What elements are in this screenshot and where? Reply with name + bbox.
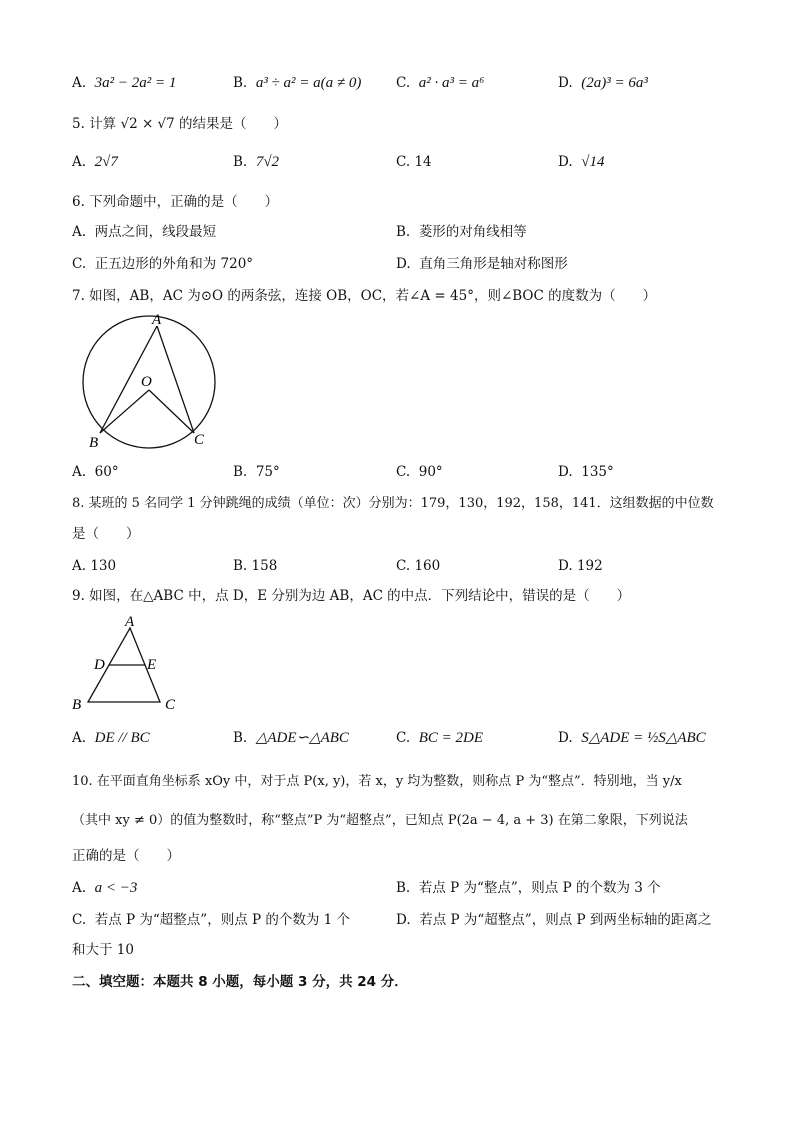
- option-letter: B.: [233, 464, 248, 480]
- option-letter: C.: [396, 75, 411, 91]
- option-text: 菱形的对角线相等: [418, 224, 527, 240]
- q5-stem: 5. 计算 √2 × √7 的结果是（ ）: [72, 116, 288, 132]
- q4-option-b: [233, 73, 361, 93]
- option-letter: A.: [72, 464, 87, 480]
- q8-option-b: [233, 556, 277, 576]
- radius-ob: [100, 390, 149, 433]
- label-e: E: [147, 657, 157, 673]
- q7-option-d: [558, 462, 614, 482]
- q7-option-c: [396, 462, 443, 482]
- option-text: 160: [414, 558, 441, 574]
- q6-option-d: [396, 254, 568, 274]
- label-o: O: [141, 374, 152, 390]
- option-text: 7√2: [255, 154, 280, 170]
- label-a: A: [125, 614, 135, 630]
- q6-option-b: [396, 222, 527, 242]
- label-a: A: [152, 312, 162, 328]
- q10-option-a: [72, 878, 137, 898]
- option-letter: C.: [396, 558, 411, 574]
- option-text: 若点 P 为“整点”，则点 P 的个数为 3 个: [418, 880, 661, 896]
- q7-circle-figure: [76, 310, 226, 452]
- option-letter: D.: [558, 464, 573, 480]
- q6-option-a: [72, 222, 216, 242]
- option-text: 2√7: [94, 154, 118, 170]
- option-letter: C.: [396, 464, 411, 480]
- q8-option-c: [396, 556, 440, 576]
- q4-option-c: [396, 73, 484, 93]
- option-text: 若点 P 为“超整点”，则点 P 到两坐标轴的距离之: [419, 912, 712, 928]
- option-letter: B.: [233, 75, 248, 91]
- q10-option-d-continuation: 和大于 10: [72, 942, 134, 958]
- q5-option-c: [396, 152, 432, 172]
- label-b: B: [72, 697, 82, 713]
- chord-ac: [157, 326, 194, 433]
- option-text: 192: [576, 558, 603, 574]
- option-letter: B.: [396, 224, 411, 240]
- q8-stem-line1: 8. 某班的 5 名同学 1 分钟跳绳的成绩（单位：次）分别为：179，130，192，158，141．这组数据的中位数: [72, 496, 714, 511]
- q8-stem-line2: 是（ ）: [72, 526, 140, 542]
- option-text: 60°: [94, 464, 119, 480]
- option-text: 正五边形的外角和为 720°: [94, 256, 254, 272]
- q7-option-a: [72, 462, 119, 482]
- option-text: a² · a³ = a⁶: [418, 75, 485, 91]
- q4-option-a: [72, 73, 176, 93]
- option-text: 直角三角形是轴对称图形: [419, 256, 568, 272]
- label-b: B: [89, 435, 99, 451]
- q10-stem-line2: （其中 xy ≠ 0）的值为整数时，称“整点”P 为“超整点”，已知点 P(2a − 4, a + 3) 在第二象限，下列说法: [72, 813, 688, 828]
- option-text: DE // BC: [94, 730, 150, 746]
- option-text: 130: [90, 558, 117, 574]
- q9-triangle-figure: [68, 612, 188, 716]
- q10-option-b: [396, 878, 661, 898]
- option-letter: A.: [72, 880, 87, 896]
- option-text: BC = 2DE: [418, 730, 484, 746]
- option-letter: A.: [72, 75, 87, 91]
- q4-option-d: [558, 73, 648, 93]
- q9-stem: 9. 如图，在△ABC 中，点 D，E 分别为边 AB，AC 的中点．下列结论中，错误的是（ ）: [72, 588, 631, 604]
- q5-option-a: [72, 152, 118, 172]
- option-text: 90°: [418, 464, 443, 480]
- option-text: 两点之间，线段最短: [94, 224, 217, 240]
- q10-option-d: [396, 910, 711, 930]
- q8-option-d: [558, 556, 603, 576]
- option-text: 75°: [255, 464, 280, 480]
- option-letter: C.: [72, 912, 87, 928]
- q7-stem: 7. 如图，AB，AC 为⊙O 的两条弦，连接 OB，OC，若∠A = 45°，则∠BOC 的度数为（ ）: [72, 288, 657, 304]
- q9-option-d: [558, 728, 706, 748]
- label-c: C: [165, 697, 176, 713]
- option-text: 3a² − 2a² = 1: [94, 75, 177, 91]
- q9-option-c: [396, 728, 483, 748]
- option-text: S△ADE = ½S△ABC: [581, 730, 706, 746]
- option-letter: D.: [558, 558, 573, 574]
- option-letter: A.: [72, 558, 87, 574]
- q10-stem-line3: 正确的是（ ）: [72, 848, 180, 864]
- q10-stem-line1: 10. 在平面直角坐标系 xOy 中，对于点 P(x, y)，若 x，y 均为整数，则称点 P 为“整点”．特别地，当 y/x: [72, 774, 682, 789]
- q9-option-b: [233, 728, 349, 748]
- option-letter: B.: [233, 154, 248, 170]
- q7-option-b: [233, 462, 280, 482]
- option-letter: A.: [72, 730, 87, 746]
- option-letter: C.: [396, 730, 411, 746]
- option-letter: A.: [72, 224, 87, 240]
- q5-option-d: [558, 152, 604, 172]
- option-letter: B.: [233, 730, 248, 746]
- option-text: 若点 P 为“超整点”，则点 P 的个数为 1 个: [94, 912, 351, 928]
- label-d: D: [94, 657, 105, 673]
- option-letter: D.: [558, 75, 573, 91]
- option-letter: D.: [396, 256, 411, 272]
- option-letter: B.: [233, 558, 248, 574]
- q8-option-a: [72, 556, 116, 576]
- q6-stem: 6. 下列命题中，正确的是（ ）: [72, 194, 279, 210]
- section-heading-fill-in: 二、填空题：本题共 8 小题，每小题 3 分，共 24 分．: [72, 974, 408, 990]
- option-letter: C.: [396, 154, 411, 170]
- option-text: √14: [581, 154, 605, 170]
- option-text: (2a)³ = 6a³: [581, 75, 648, 91]
- q6-option-c: [72, 254, 253, 274]
- option-text: 14: [414, 154, 432, 170]
- option-letter: A.: [72, 154, 87, 170]
- q9-option-a: [72, 728, 150, 748]
- option-letter: D.: [396, 912, 411, 928]
- option-letter: D.: [558, 154, 573, 170]
- q10-option-c: [72, 910, 350, 930]
- option-text: △ADE∽△ABC: [255, 730, 349, 746]
- option-text: 158: [251, 558, 278, 574]
- label-c: C: [194, 432, 205, 448]
- option-letter: C.: [72, 256, 87, 272]
- option-text: a³ ÷ a² = a(a ≠ 0): [255, 75, 362, 91]
- option-letter: B.: [396, 880, 411, 896]
- q5-option-b: [233, 152, 279, 172]
- option-text: 135°: [581, 464, 614, 480]
- option-text: a < −3: [94, 880, 138, 896]
- option-letter: D.: [558, 730, 573, 746]
